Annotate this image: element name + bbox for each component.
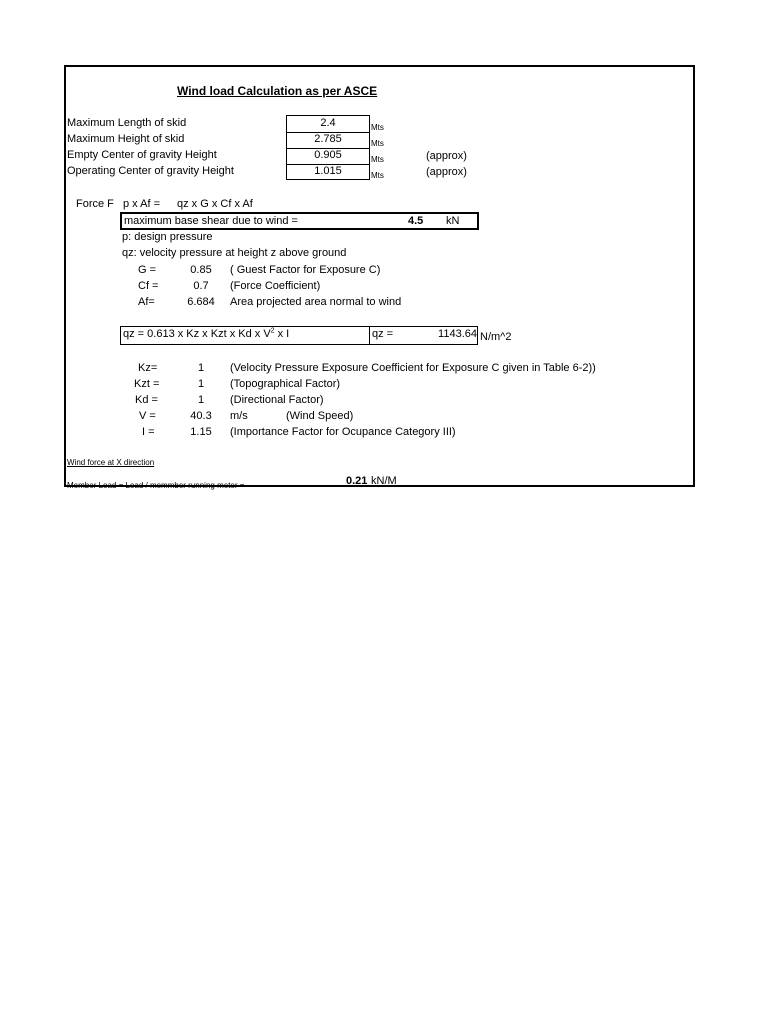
- member-load-unit: kN/M: [371, 475, 397, 487]
- factor-v-name: V =: [139, 410, 156, 422]
- factor-v-desc: (Wind Speed): [286, 410, 354, 422]
- qz-formula-box: [120, 326, 478, 345]
- member-load-value: 0.21: [346, 475, 368, 487]
- qz-value: 1143.64: [438, 328, 477, 340]
- factor-af-name: Af=: [138, 296, 155, 308]
- dim-label-empty-cg: Empty Center of gravity Height: [67, 149, 217, 161]
- qz-unit: N/m^2: [480, 331, 512, 343]
- factor-v-value: 40.3: [190, 410, 212, 422]
- base-shear-box: [120, 212, 479, 230]
- force-eq1: p x Af =: [123, 198, 160, 210]
- factor-i-name: I =: [142, 426, 155, 438]
- factor-kd-desc: (Directional Factor): [230, 394, 324, 406]
- factor-kz-value: 1: [197, 362, 205, 374]
- sheet-title: Wind load Calculation as per ASCE: [177, 84, 378, 98]
- factor-kd-name: Kd =: [135, 394, 158, 406]
- factor-af-value: 6.684: [187, 296, 215, 308]
- worksheet: [64, 65, 695, 490]
- dim-unit-operating-cg: Mts: [371, 171, 384, 180]
- factor-i-value: 1.15: [190, 426, 212, 438]
- wind-force-heading: Wind force at X direction: [67, 458, 155, 467]
- factor-af-desc: Area projected area normal to wind: [230, 296, 402, 308]
- def-velocity-pressure: qz: velocity pressure at height z above ground: [122, 247, 347, 259]
- dim-value-length: 2.4: [320, 117, 336, 129]
- dimension-value-box: [286, 115, 370, 180]
- factor-kd-value: 1: [197, 394, 205, 406]
- note-operating-cg: (approx): [426, 166, 467, 178]
- factor-kzt-value: 1: [197, 378, 205, 390]
- factor-kz-desc: (Velocity Pressure Exposure Coefficient for Exposure C given in Table 6-2)): [230, 362, 596, 374]
- factor-kz-name: Kz=: [138, 362, 158, 374]
- dim-unit-height: Mts: [371, 139, 384, 148]
- dim-value-empty-cg: 0.905: [314, 149, 342, 161]
- dim-value-height: 2.785: [314, 133, 342, 145]
- dim-label-operating-cg: Operating Center of gravity Height: [67, 165, 234, 177]
- dim-value-operating-cg: 1.015: [314, 165, 342, 177]
- factor-v-unit: m/s: [230, 410, 248, 422]
- dim-unit-length: Mts: [371, 123, 384, 132]
- base-shear-value: 4.5: [408, 215, 424, 227]
- force-label: Force F: [76, 198, 114, 210]
- member-load-label: Member Load = Load / memmber running meter =: [67, 481, 245, 490]
- qz-label: qz =: [372, 328, 394, 340]
- factor-kzt-desc: (Topographical Factor): [230, 378, 341, 390]
- dim-unit-empty-cg: Mts: [371, 155, 384, 164]
- base-shear-unit: kN: [446, 215, 460, 227]
- factor-kzt-name: Kzt =: [134, 378, 160, 390]
- force-eq2: qz x G x Cf x Af: [177, 198, 253, 210]
- factor-cf-desc: (Force Coefficient): [230, 280, 321, 292]
- dim-label-height: Maximum Height of skid: [67, 133, 185, 145]
- factor-cf-name: Cf =: [138, 280, 159, 292]
- factor-i-desc: (Importance Factor for Ocupance Category III): [230, 426, 456, 438]
- qz-formula: qz = 0.613 x Kz x Kzt x Kd x $V^2$ x I: [123, 327, 290, 340]
- factor-cf-value: 0.7: [193, 280, 209, 292]
- dim-label-length: Maximum Length of skid: [67, 117, 187, 129]
- note-empty-cg: (approx): [426, 150, 467, 162]
- factor-g-desc: ( Guest Factor for Exposure C): [230, 264, 381, 276]
- factor-g-value: 0.85: [190, 264, 212, 276]
- def-design-pressure: p: design pressure: [122, 231, 213, 243]
- base-shear-label: maximum base shear due to wind =: [124, 215, 298, 227]
- factor-g-name: G =: [138, 264, 157, 276]
